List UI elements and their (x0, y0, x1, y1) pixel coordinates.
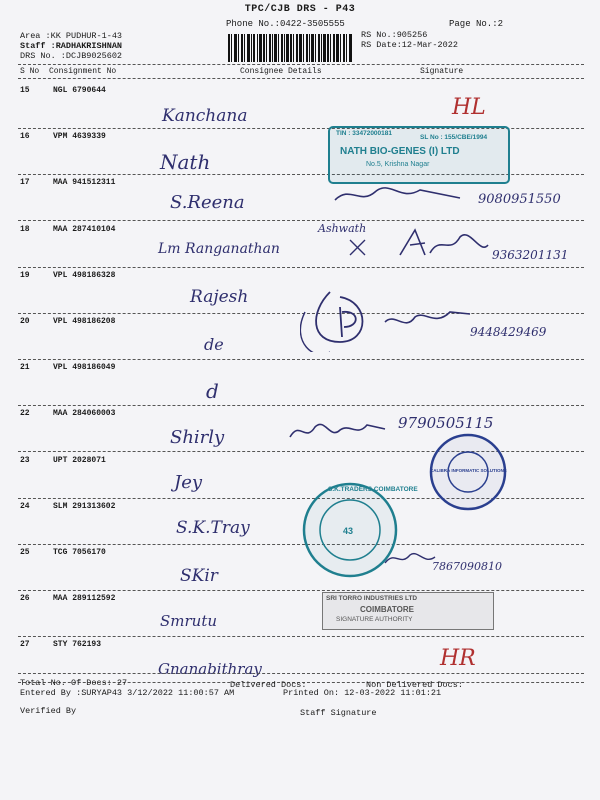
signature-note-r15: HL (452, 95, 486, 120)
row-consignment-no: MAA 289112592 (53, 594, 116, 604)
row-separator (18, 636, 584, 637)
row-consignee-handwritten: de (204, 335, 224, 354)
row-consignment-no: UPT 2028071 (53, 455, 106, 465)
col-header-consignee: Consignee Details (240, 67, 322, 76)
signature-phone-r18: 9363201131 (492, 248, 569, 262)
col-header-consignment: Consignment No (49, 67, 117, 76)
stamp-rect-line3: SIGNATURE AUTHORITY (336, 616, 413, 623)
row-consignment-no: VPL 498186328 (53, 270, 116, 280)
stamp-nath-line2: SL No : 155/CBE/1994 (420, 134, 488, 141)
row-consignee-handwritten: Shirly (170, 427, 225, 449)
row-sno: 18 (20, 224, 30, 234)
row-consignment-no: VPL 498186049 (53, 363, 116, 373)
row-consignment-no: MAA 284060003 (53, 409, 116, 419)
document-title: TPC/CJB DRS - P43 (244, 4, 356, 15)
row-sno: 20 (20, 317, 30, 326)
total-docs: Total No. Of Docs: 27 (20, 678, 128, 688)
row-sno: 22 (20, 409, 30, 419)
area-label: Area :KK PUDHUR-1-43 (20, 31, 123, 41)
row-sno: 21 (20, 363, 30, 373)
stamp-traders-text: S.K.TRADERS COIMBATORE (328, 486, 418, 493)
row-sno: 24 (20, 501, 30, 511)
row-separator (18, 267, 584, 268)
signature-note-r27: HR (440, 646, 476, 671)
row-separator (18, 590, 584, 591)
row-consignee-handwritten: S.K.Tray (176, 517, 250, 538)
row-consignee-handwritten: Kanchana (162, 106, 248, 126)
row-consignment-no: VPM 4639339 (53, 132, 106, 142)
non-delivered-docs: Non Delivered Docs: (366, 680, 463, 690)
col-header-sno: S No (20, 67, 40, 76)
entered-by: Entered By :SURYAP43 3/12/2022 11:00:57 AM (20, 688, 235, 698)
row-separator (18, 220, 584, 221)
row-sno: 15 (20, 86, 30, 95)
drs-number: DRS No. :DCJB9025602 (20, 51, 123, 61)
barcode (228, 34, 352, 62)
row-separator (18, 405, 584, 406)
row-consignee-handwritten: Smrutu (160, 612, 218, 631)
row-sno: 19 (20, 270, 30, 280)
signature-note-r18: Ashwath (318, 222, 367, 235)
row-consignee-handwritten: SKir (180, 566, 218, 586)
stamp-traders-number: 43 (343, 526, 354, 536)
row-sno: 23 (20, 455, 30, 465)
signature-phone-r25: 7867090810 (432, 560, 502, 573)
header-top-rule (18, 64, 584, 65)
row-consignee-handwritten: Rajesh (190, 286, 249, 307)
signature-phone-r17: 9080951550 (478, 192, 561, 207)
row-sno: 25 (20, 548, 30, 557)
stamp-rect-line2: COIMBATORE (360, 605, 414, 614)
verified-by: Verified By (20, 706, 77, 716)
row-consignee-handwritten: Nath (160, 150, 211, 175)
staff-signature: Staff Signature (300, 708, 377, 718)
row-consignee-handwritten: S.Reena (170, 192, 245, 214)
row-consignment-no: MAA 941512311 (53, 178, 116, 188)
stamp-nath-line3: NATH BIO-GENES (I) LTD (340, 146, 460, 157)
signature-scribble-r18 (330, 225, 490, 265)
row-consignee-handwritten: Lm Ranganathan (158, 240, 280, 257)
header-bottom-rule (18, 78, 584, 79)
rs-number: RS No.:905256 (361, 30, 428, 40)
row-consignment-no: STY 762193 (53, 640, 102, 650)
stamp-nath-line4: No.5, Krishna Nagar (366, 161, 430, 168)
stamp-rect-line1: SRI TORRO INDUSTRIES LTD (326, 595, 418, 602)
signature-phone-r20: 9448429469 (470, 325, 547, 339)
row-consignment-no: NGL 6790644 (53, 86, 106, 95)
rs-date: RS Date:12-Mar-2022 (361, 40, 458, 50)
row-consignment-no: TCG 7056170 (53, 548, 106, 557)
row-consignment-no: MAA 287410104 (53, 224, 116, 234)
row-sno: 27 (20, 640, 30, 650)
row-consignment-no: SLM 291313602 (53, 501, 116, 511)
row-sno: 16 (20, 132, 30, 142)
phone-number: Phone No.:0422-3505555 (226, 19, 345, 29)
stamp-nath-line1: TIN : 33472000181 (336, 130, 393, 137)
printed-on: Printed On: 12-03-2022 11:01:21 (283, 688, 442, 698)
row-sno: 26 (20, 594, 30, 604)
col-header-signature: Signature (420, 67, 464, 76)
row-separator (18, 359, 584, 360)
signature-scribble-r17 (330, 180, 470, 210)
delivered-docs: Delivered Docs: (230, 680, 307, 690)
row-consignee-handwritten: Gnanabithray (158, 660, 262, 679)
staff-label: Staff :RADHAKRISHNAN (20, 41, 123, 51)
signature-scribble-r20 (300, 282, 480, 352)
row-consignee-handwritten: d (206, 379, 219, 404)
row-sno: 17 (20, 178, 30, 188)
row-consignee-handwritten: Jey (174, 471, 203, 493)
footer-rule (18, 673, 584, 674)
page-number: Page No.:2 (449, 19, 504, 29)
row-consignment-no: VPL 498186208 (53, 317, 116, 326)
stamp-round-text: CALIBRA INFORMATIC SOLUTIONS (430, 468, 507, 473)
signature-scribble-r22 (285, 415, 395, 445)
signature-phone-r22: 9790505115 (398, 414, 494, 432)
